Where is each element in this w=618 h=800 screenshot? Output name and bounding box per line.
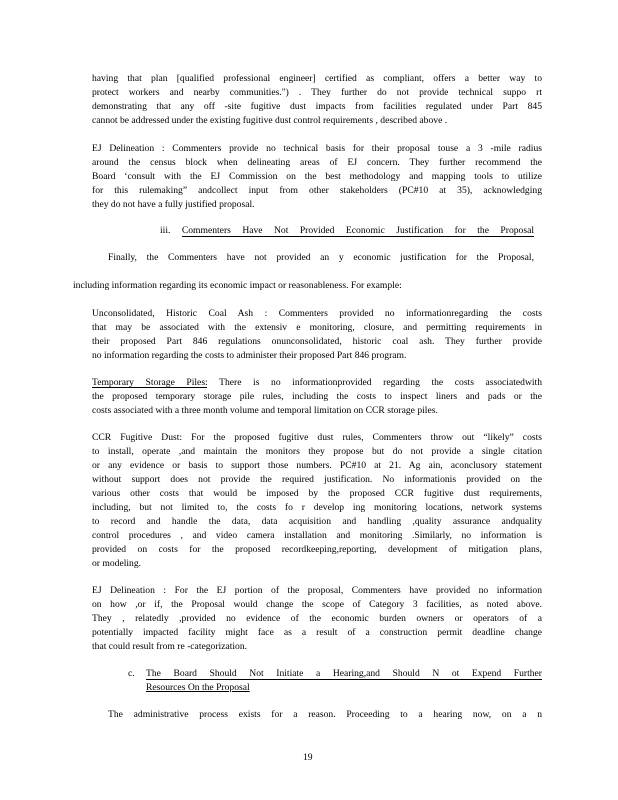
text-line: Finally, the Commenters have not provided an y economic justification for the Proposal, (108, 252, 534, 263)
text-line: they do not have a fully justified proposal. (92, 199, 255, 210)
text-line: Unconsolidated, Historic Coal Ash : Commenters provided no informationregarding the costs (92, 308, 542, 319)
text-line: or modeling. (92, 558, 142, 569)
paragraph-administrative: The administrative process exists for a reason. Proceeding to a hearing now, on a n (108, 709, 542, 720)
text-line: Board ‘consult with the EJ Commission on the best methodology and mapping tools to utilize (92, 171, 542, 182)
heading-label: c. (128, 668, 135, 679)
text-line: around the census block when delineating areas of EJ concern. They further recommend the (92, 157, 542, 168)
text-line: or any evidence or basis to support those numbers. PC#10 at 21. Ag ain, aconclusory statement (92, 460, 542, 471)
text-line: various other costs that would be imposed by the proposed CCR fugitive dust requirements, (92, 488, 542, 499)
text-line: for this rulemaking” andcollect input from other stakeholders (PC#10 at 35), acknowledging (92, 185, 542, 196)
term-underline (92, 387, 207, 388)
text-line: to install, operate ,and maintain the monitors they propose but do not provide a single citation (92, 446, 542, 457)
text-line: protect workers and nearby communities.") . They further do not provide technical suppo rt (92, 87, 542, 98)
text-line: They , relatedly ,provided no evidence of the economic burden owners or operators of a (92, 613, 542, 624)
text-line: having that plan [qualified professional engineer] certified as compliant, offers a better way to (92, 73, 542, 84)
text-line: provided on costs for the proposed recordkeeping,reporting, development of mitigation plans, (92, 544, 542, 555)
text-line: EJ Delineation : Commenters provide no technical basis for their proposal touse a 3 -mile radius (92, 143, 542, 154)
heading-text: Resources On the Proposal (146, 682, 250, 693)
heading-underline (182, 236, 534, 237)
text-line: control procedures , and video camera installation and monitoring .Similarly, no information is (92, 530, 542, 541)
text-line: demonstrating that any off -site fugitive dust impacts from facilities regulated under Part 845 (92, 101, 542, 112)
text-line: without support does not provide the required justification. No informationis provided on the (92, 474, 542, 485)
text-line: the proposed temporary storage pile rules, including the costs to inspect liners and pads or the (92, 391, 542, 402)
page-number: 19 (303, 752, 313, 763)
text-line: CCR Fugitive Dust: For the proposed fugitive dust rules, Commenters throw out “likely” costs (92, 432, 542, 443)
text-line: potentially impacted facility might face as a result of a construction permit deadline change (92, 627, 542, 638)
text-line: that could result from re -categorization. (92, 641, 248, 652)
heading-text: The Board Should Not Initiate a Hearing,and Should N ot Expend Further (146, 668, 542, 679)
text-line: Temporary Storage Piles: There is no informationprovided regarding the costs associatedwith (92, 377, 542, 388)
text-line: that may be associated with the extensiv e monitoring, closure, and permitting requirements in (92, 322, 542, 333)
heading-underline (146, 679, 542, 680)
text-line: on how ,or if, the Proposal would change the scope of Category 3 facilities, as noted above. (92, 599, 542, 610)
text-line: EJ Delineation : For the EJ portion of the proposal, Commenters have provided no information (92, 585, 542, 596)
text-line: cannot be addressed under the existing fugitive dust control requirements , described above . (92, 115, 448, 126)
text-line: including, but not limited to, the costs fo r develop ing monitoring locations, network systems (92, 502, 542, 513)
text-line: costs associated with a three month volume and temporal limitation on CCR storage piles. (92, 405, 438, 416)
section-heading-iii: iii. Commenters Have Not Provided Economic Justification for the Proposal (160, 225, 534, 236)
text-line: their proposed Part 846 regulations onunconsolidated, historic coal ash. They further provide (92, 336, 542, 347)
text-line: to record and handle the data, data acquisition and handling ,quality assurance andquality (92, 516, 542, 527)
text-line: including information regarding its economic impact or reasonableness. For example: (73, 280, 402, 291)
text-line: no information regarding the costs to administer their proposed Part 846 program. (92, 350, 407, 361)
